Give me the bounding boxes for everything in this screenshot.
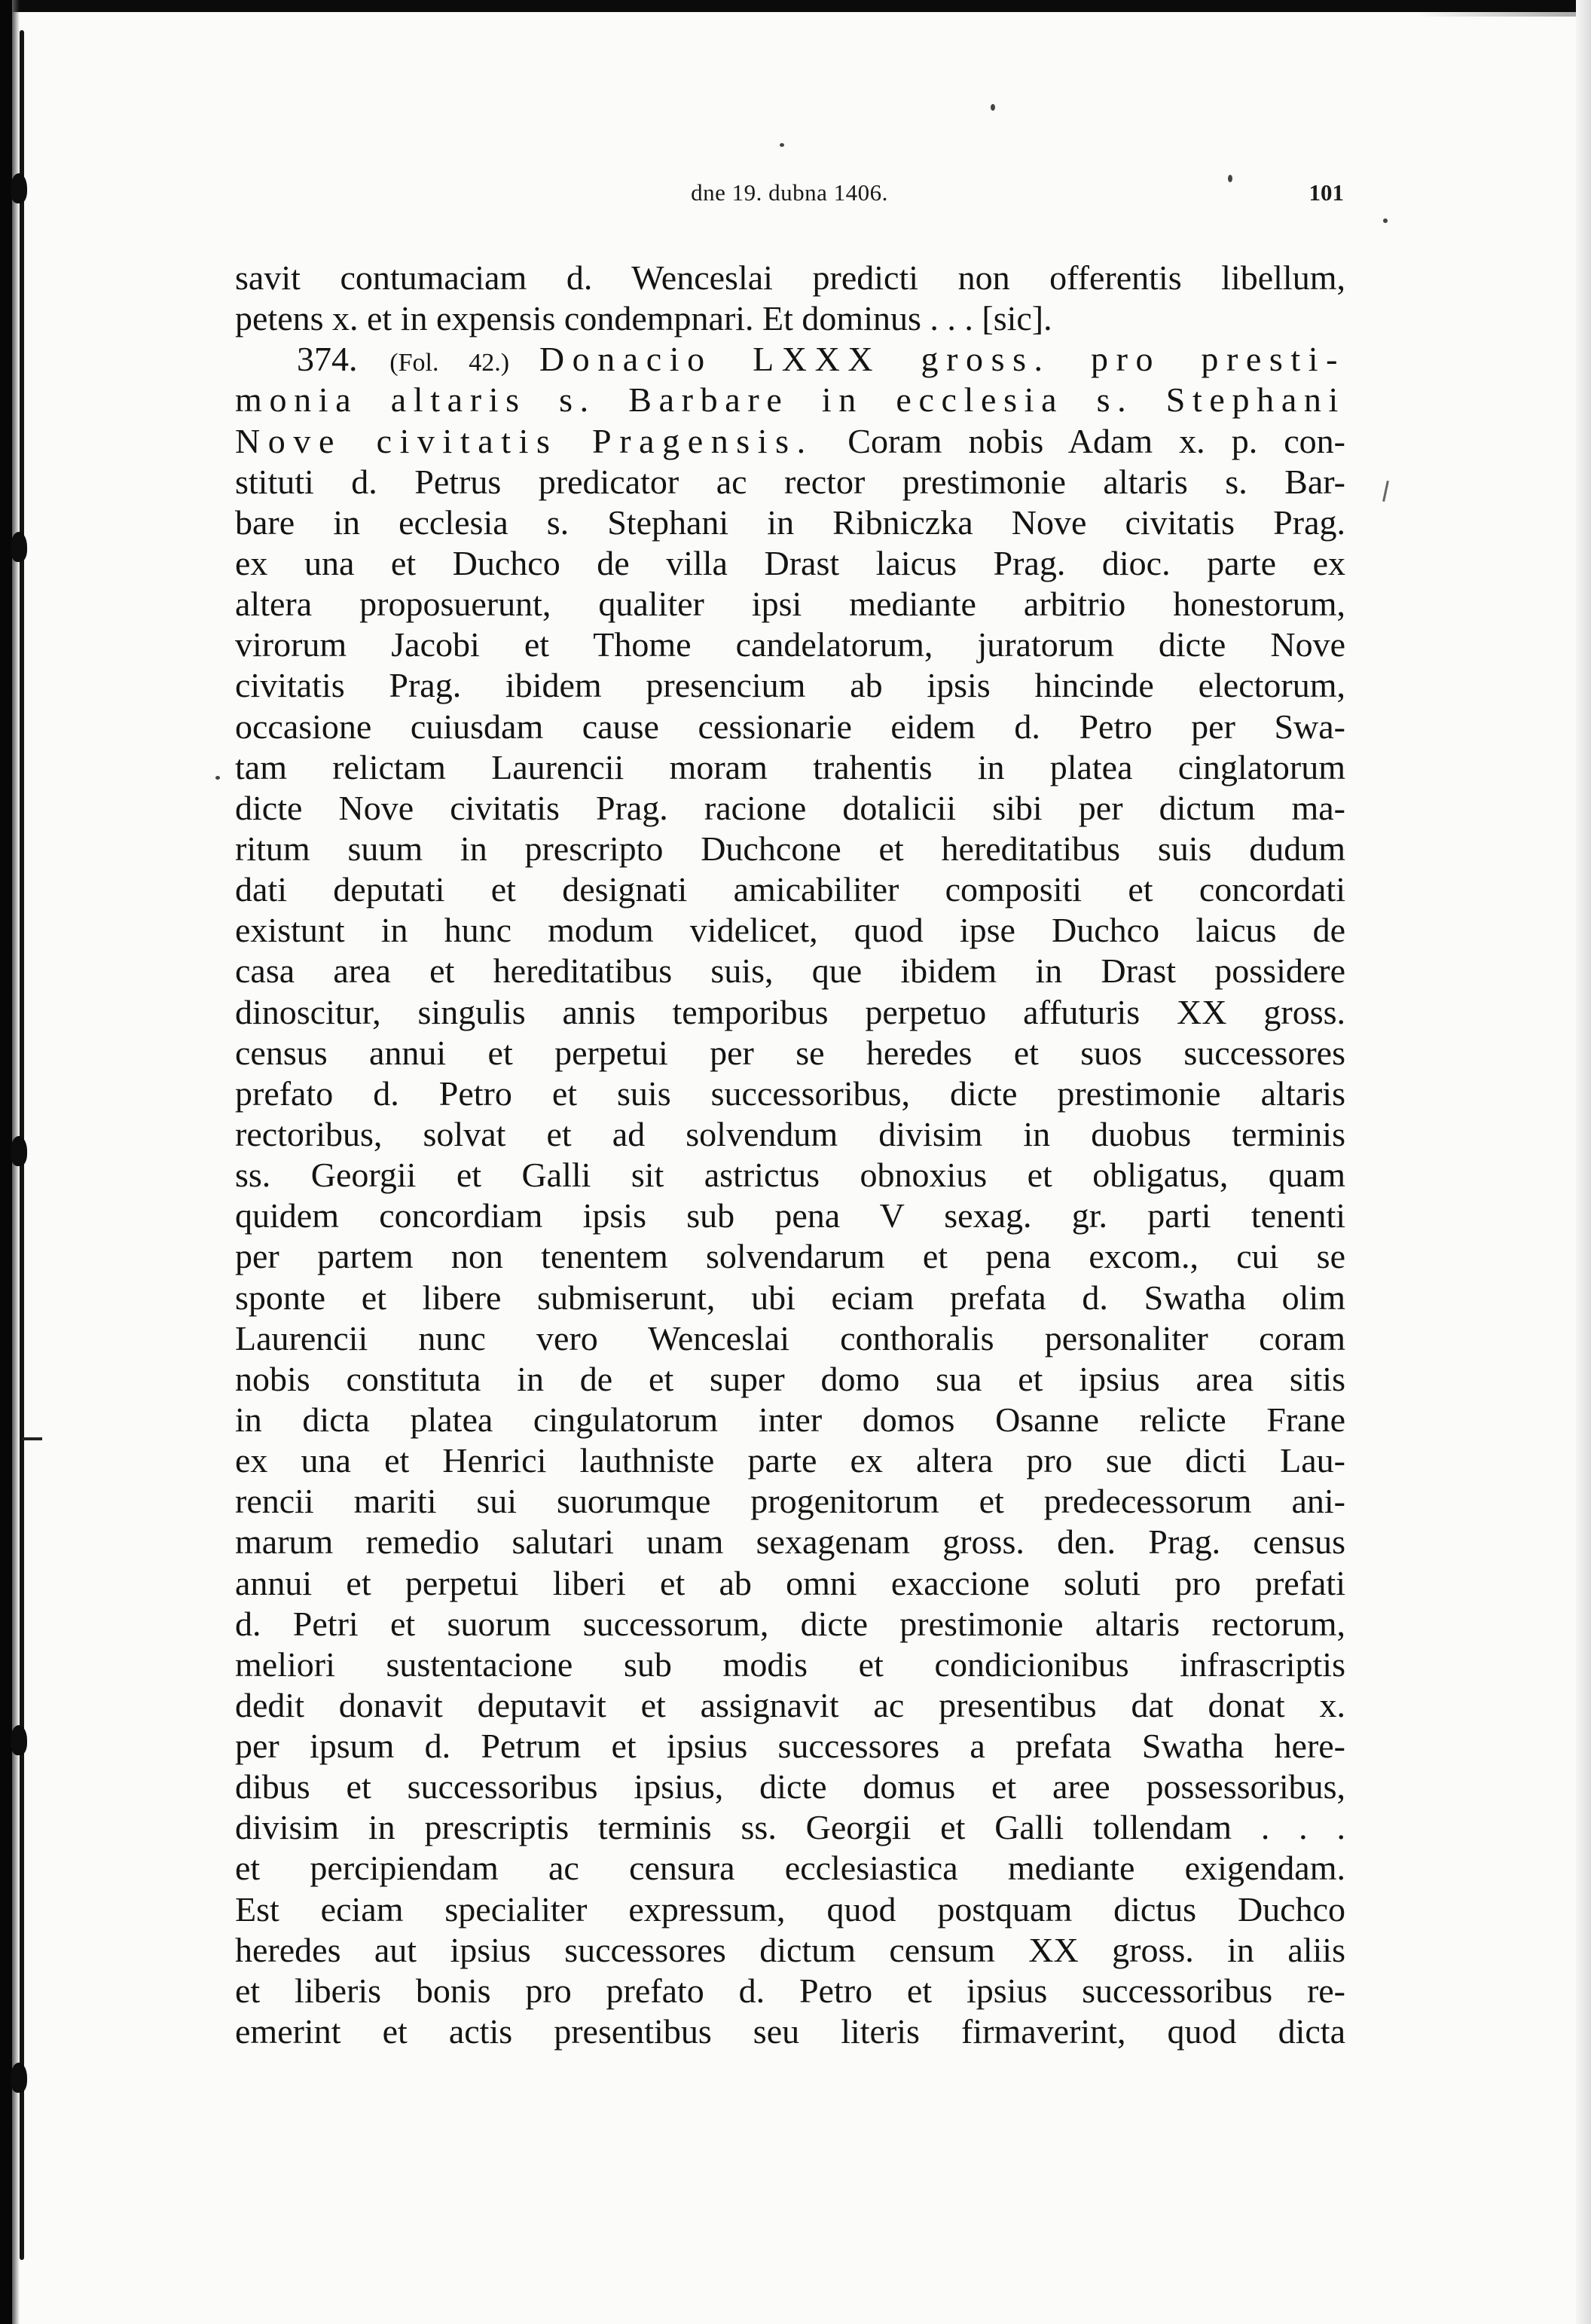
text-line: ex una et Henrici lauthniste parte ex altera pro sue dicti Lau- [235,1441,1345,1480]
page-header [235,179,1344,209]
text-line: virorum Jacobi et Thome candelatorum, juratorum dicte Nove [235,625,1345,664]
text-line: ritum suum in prescripto Duchcone et hereditatibus suis dudum [235,829,1345,868]
binding-mark [11,1136,27,1166]
text-line: Laurencii nunc vero Wenceslai conthoralis personaliter coram [235,1318,1345,1357]
text-line: heredes aut ipsius successores dictum censum XX gross. in aliis [235,1930,1345,1969]
scan-speck [1382,481,1389,502]
text-line: et liberis bonis pro prefato d. Petro et ipsius successoribus re- [235,1971,1345,2010]
text-line: divisim in prescriptis terminis ss. Georgii et Galli tollendam . . . [235,1808,1345,1847]
text-line: prefato d. Petro et suis successoribus, dicte prestimonie altaris [235,1073,1345,1113]
text-line: meliori sustentacione sub modis et condicionibus infrascriptis [235,1645,1345,1684]
text-line: quidem concordiam ipsis sub pena V sexag. gr. parti tenenti [235,1196,1345,1235]
text-line: petens x. et in expensis condempnari. Et dominus . . . [sic]. [235,299,1052,338]
scan-speck [991,104,995,111]
text-line: dicte Nove civitatis Prag. racione dotalicii sibi per dictum ma- [235,788,1345,827]
text-line: bare in ecclesia s. Stephani in Ribniczka Nove civitatis Prag. [235,502,1345,542]
scan-edge-top [0,0,1591,12]
text-line: ex una et Duchco de villa Drast laicus Prag. dioc. parte ex [235,543,1345,582]
text-line: et percipiendam ac censura ecclesiastica mediante exigendam. [235,1849,1345,1888]
scan-speck [1383,218,1388,223]
text-line: sponte et libere submiserunt, ubi eciam prefata d. Swatha olim [235,1278,1345,1317]
scan-edge-left [0,0,12,2324]
text-line: in dicta platea cingulatorum inter domos Osanne relicte Frane [235,1400,1345,1439]
text-line: 374. (Fol. 42.) Donacio LXXX gross. pro presti- [297,340,1345,379]
text-line: civitatis Prag. ibidem presencium ab ipsis hincinde electorum, [235,666,1345,705]
text-line: dati deputati et designati amicabiliter compositi et concordati [235,870,1345,909]
binding-mark [11,2063,27,2093]
text-line: emerint et actis presentibus seu literis firmaverint, quod dicta [235,2012,1345,2051]
text-line: annui et perpetui liberi et ab omni exaccione soluti pro prefati [235,1563,1345,1602]
text-line: nobis constituta in de et super domo sua et ipsius area sitis [235,1359,1345,1398]
text-line: existunt in hunc modum videlicet, quod ipse Duchco laicus de [235,911,1345,950]
running-title: dne 19. dubna 1406. [691,179,888,206]
text-line: dibus et successoribus ipsius, dicte domus et aree possessoribus, [235,1767,1345,1806]
text-line: occasione cuiusdam cause cessionarie eidem d. Petro per Swa- [235,707,1345,746]
text-line: stituti d. Petrus predicator ac rector prestimonie altaris s. Bar- [235,462,1345,501]
text-line: ss. Georgii et Galli sit astrictus obnoxius et obligatus, quam [235,1156,1345,1195]
binding-mark [11,173,27,203]
text-line: per ipsum d. Petrum et ipsius successores a prefata Swatha here- [235,1727,1345,1766]
text-line: altera proposuerunt, qualiter ipsi mediante arbitrio honestorum, [235,585,1345,624]
binding-mark [11,1725,27,1755]
scan-speck [780,143,784,147]
scan-edge-shadow [1416,12,1591,17]
scan-speck [215,776,220,780]
text-line: casa area et hereditatibus suis, que ibidem in Drast possidere [235,951,1345,991]
text-line: savit contumaciam d. Wenceslai predicti non offerentis libellum, [235,258,1345,297]
text-line: monia altaris s. Barbare in ecclesia s. Stephani [235,380,1345,420]
text-line: rencii mariti sui suorumque progenitorum et predecessorum ani- [235,1482,1345,1521]
text-line: per partem non tenentem solvendarum et pena excom., cui se [235,1237,1345,1276]
text-line: rectoribus, solvat et ad solvendum divisim in duobus terminis [235,1114,1345,1153]
text-line: d. Petri et suorum successorum, dicte prestimonie altaris rectorum, [235,1604,1345,1643]
text-line: tam relictam Laurencii moram trahentis in platea cinglatorum [235,747,1345,786]
body-text [235,258,1345,2052]
text-line: census annui et perpetui per se heredes et suos successores [235,1033,1345,1072]
text-line: dinoscitur, singulis annis temporibus perpetuo affuturis XX gross. [235,992,1345,1031]
text-line: Est eciam specialiter expressum, quod postquam dictus Duchco [235,1889,1345,1929]
page-number: 101 [1309,179,1344,206]
text-line: dedit donavit deputavit et assignavit ac presentibus dat donat x. [235,1685,1345,1724]
binding-tick [23,1437,42,1440]
text-line: marum remedio salutari unam sexagenam gross. den. Prag. census [235,1522,1345,1562]
text-line: Nove civitatis Pragensis. Coram nobis Adam x. p. con- [235,421,1345,460]
binding-mark [11,532,27,562]
scan-edge-right [1576,0,1591,2324]
